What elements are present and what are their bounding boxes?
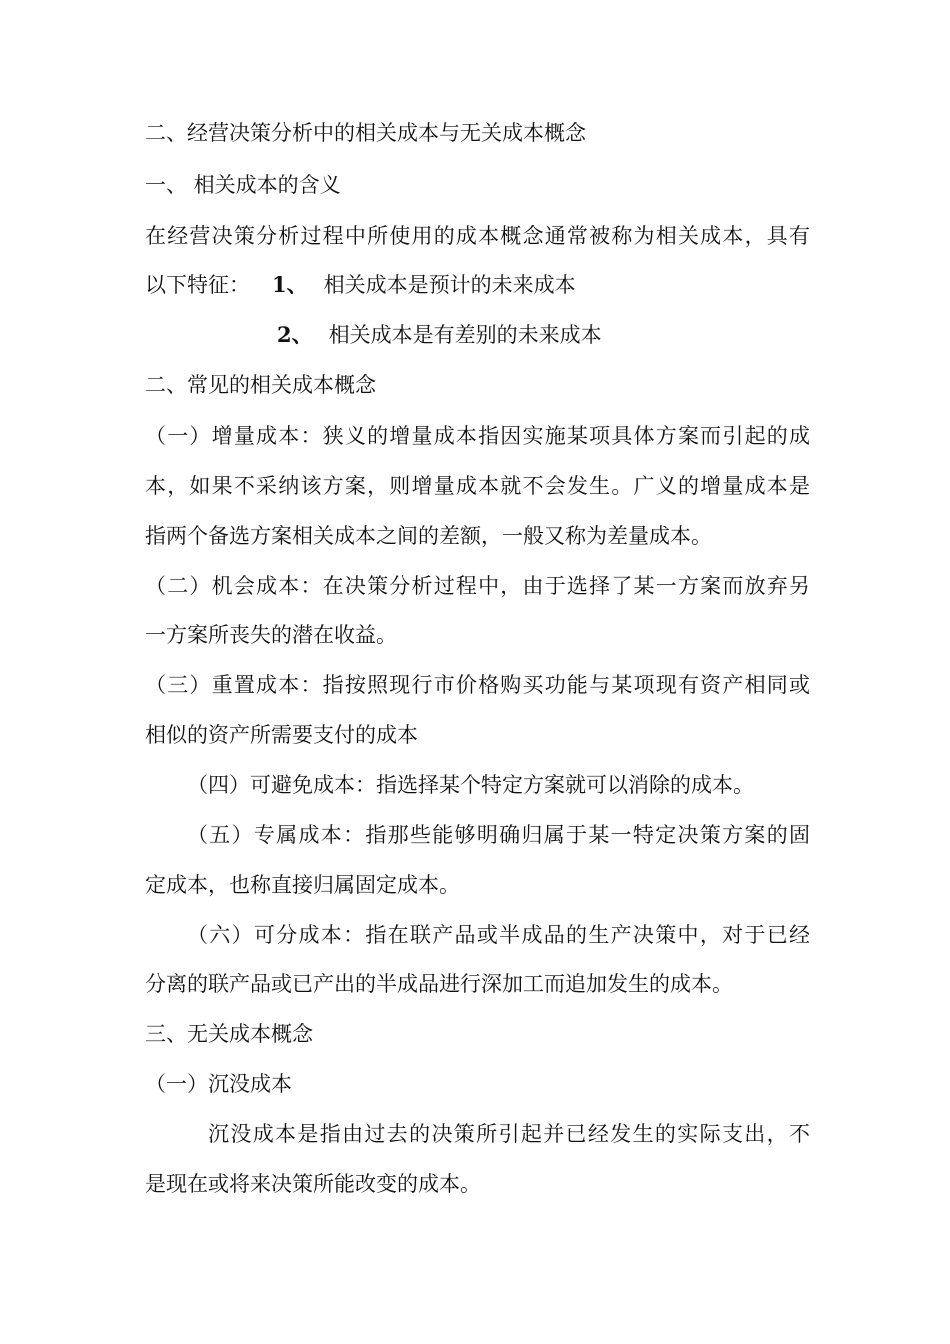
section-1-heading: 一、 相关成本的含义 [145, 173, 341, 197]
feature-2-text: 相关成本是有差别的未来成本 [328, 323, 602, 347]
feature-2-number: 2、 [277, 322, 313, 347]
section-1-intro-line-1: 在经营决策分析过程中所使用的成本概念通常被称为相关成本，具有 [145, 224, 810, 248]
document-title: 二、经营决策分析中的相关成本与无关成本概念 [145, 121, 586, 145]
item-4-line-1: （四）可避免成本：指选择某个特定方案就可以消除的成本。 [187, 773, 754, 797]
item-6-line-2: 分离的联产品或已产出的半成品进行深加工而追加发生的成本。 [145, 972, 733, 996]
item-6-line-1: （六）可分成本：指在联产品或半成品的生产决策中，对于已经 [187, 923, 810, 947]
sunk-cost-line-2: 是现在或将来决策所能改变的成本。 [145, 1172, 481, 1196]
section-1-intro-line-2 [145, 270, 810, 300]
feature-1-number: 1、 [272, 272, 308, 297]
section-3-subheading: （一）沉没成本 [145, 1072, 292, 1096]
item-1-line-2: 本，如果不采纳该方案，则增量成本就不会发生。广义的增量成本是 [145, 474, 810, 498]
item-1-line-1: （一）增量成本：狭义的增量成本指因实施某项具体方案而引起的成 [145, 424, 810, 448]
features-prefix: 以下特征： [145, 273, 250, 297]
item-3-line-1: （三）重置成本：指按照现行市价格购买功能与某项现有资产相同或 [145, 673, 810, 697]
item-5-line-1: （五）专属成本：指那些能够明确归属于某一特定决策方案的固 [187, 823, 810, 847]
item-3-line-2: 相似的资产所需要支付的成本 [145, 723, 418, 747]
feature-1-text: 相关成本是预计的未来成本 [323, 273, 576, 297]
item-2-line-1: （二）机会成本：在决策分析过程中，由于选择了某一方案而放弃另 [145, 574, 810, 598]
section-3-heading: 三、无关成本概念 [145, 1022, 313, 1046]
item-5-line-2: 定成本，也称直接归属固定成本。 [145, 873, 460, 897]
feature-2 [277, 320, 777, 350]
section-2-heading: 二、常见的相关成本概念 [145, 373, 376, 397]
item-1-line-3: 指两个备选方案相关成本之间的差额，一般又称为差量成本。 [145, 524, 712, 548]
sunk-cost-line-1: 沉没成本是指由过去的决策所引起并已经发生的实际支出，不 [208, 1122, 810, 1146]
item-2-line-2: 一方案所丧失的潜在收益。 [145, 623, 397, 647]
